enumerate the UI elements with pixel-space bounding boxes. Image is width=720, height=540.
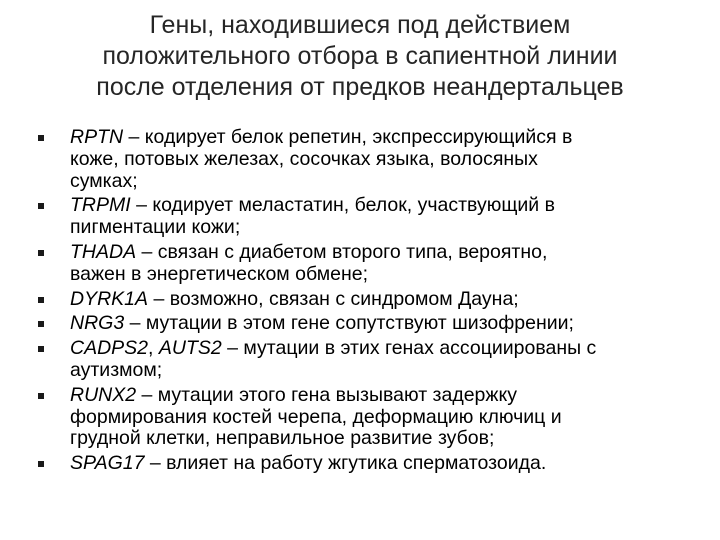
bullet-item-spag17 — [38, 453, 688, 475]
bullet-line: пигментации кожи; — [70, 216, 241, 239]
bullet-square-icon — [38, 461, 44, 467]
bullet-item-trpmi — [38, 195, 688, 239]
bullet-line: сумках; — [70, 169, 138, 192]
gene-description: – влияет на работу жгутика сперматозоида. — [144, 452, 547, 475]
bullet-line — [70, 338, 688, 360]
gene-name: RPTN — [70, 126, 124, 148]
bullet-line: коже, потовых железах, сосочках языка, волосяных — [70, 147, 538, 170]
gene-description: – мутации в этих генах ассоциированы с — [221, 337, 597, 360]
bullet-line — [70, 385, 688, 407]
bullet-square-icon — [38, 250, 44, 256]
bullet-line: формирования костей черепа, деформацию ключиц и — [70, 405, 562, 428]
gene-name: THADA — [70, 240, 137, 263]
bullet-item-dyrk1a — [38, 289, 688, 311]
bullet-item-nrg3 — [38, 313, 688, 335]
bullet-line: важен в энергетическом обмене; — [70, 262, 368, 285]
bullet-line — [70, 127, 688, 149]
bullet-square-icon — [38, 393, 44, 399]
gene-name: RUNX2 — [70, 383, 137, 406]
bullet-square-icon — [38, 297, 44, 303]
gene-name: SPAG17 — [70, 452, 145, 475]
gene-description: – возможно, связан с синдромом Дауна; — [148, 287, 519, 310]
title-line-1: Гены, находившиеся под действием — [149, 11, 571, 39]
bullet-line — [70, 242, 688, 264]
gene-name-2: AUTS2 — [158, 337, 222, 360]
bullet-line — [70, 195, 688, 217]
gene-description: – кодирует меластатин, белок, участвующий в — [130, 194, 555, 217]
title-line-3: после отделения от предков неандертальцев — [96, 73, 624, 101]
bullet-line — [70, 289, 688, 311]
title-line-2: положительного отбора в сапиентной линии — [102, 42, 618, 70]
gene-description: – связан с диабетом второго типа, вероятно, — [136, 240, 548, 263]
gene-name: CADPS2 — [70, 337, 149, 360]
gene-description: – мутации в этом гене сопутствуют шизофрении; — [124, 312, 574, 335]
bullet-square-icon — [38, 346, 44, 352]
bullet-line: аутизмом; — [70, 358, 163, 381]
gene-separator: , — [148, 337, 159, 360]
bullet-square-icon — [38, 135, 44, 141]
bullet-item-thada — [38, 242, 688, 286]
slide-title — [40, 10, 680, 103]
bullet-line: грудной клетки, неправильное развитие зубов; — [70, 427, 495, 450]
gene-name: TRPMI — [70, 194, 131, 217]
bullet-item-runx2 — [38, 385, 688, 450]
gene-name: NRG3 — [70, 312, 125, 335]
gene-description: – кодирует белок репетин, экспрессирующийся в — [123, 126, 573, 148]
bullet-line — [70, 313, 688, 335]
gene-bullet-list — [38, 127, 688, 478]
gene-description: – мутации этого гена вызывают задержку — [136, 383, 517, 406]
bullet-square-icon — [38, 203, 44, 209]
bullet-line — [70, 453, 688, 475]
gene-name: DYRK1A — [70, 287, 149, 310]
bullet-square-icon — [38, 321, 44, 327]
bullet-item-cadps2-auts2 — [38, 338, 688, 382]
bullet-item-rptn — [38, 127, 688, 192]
